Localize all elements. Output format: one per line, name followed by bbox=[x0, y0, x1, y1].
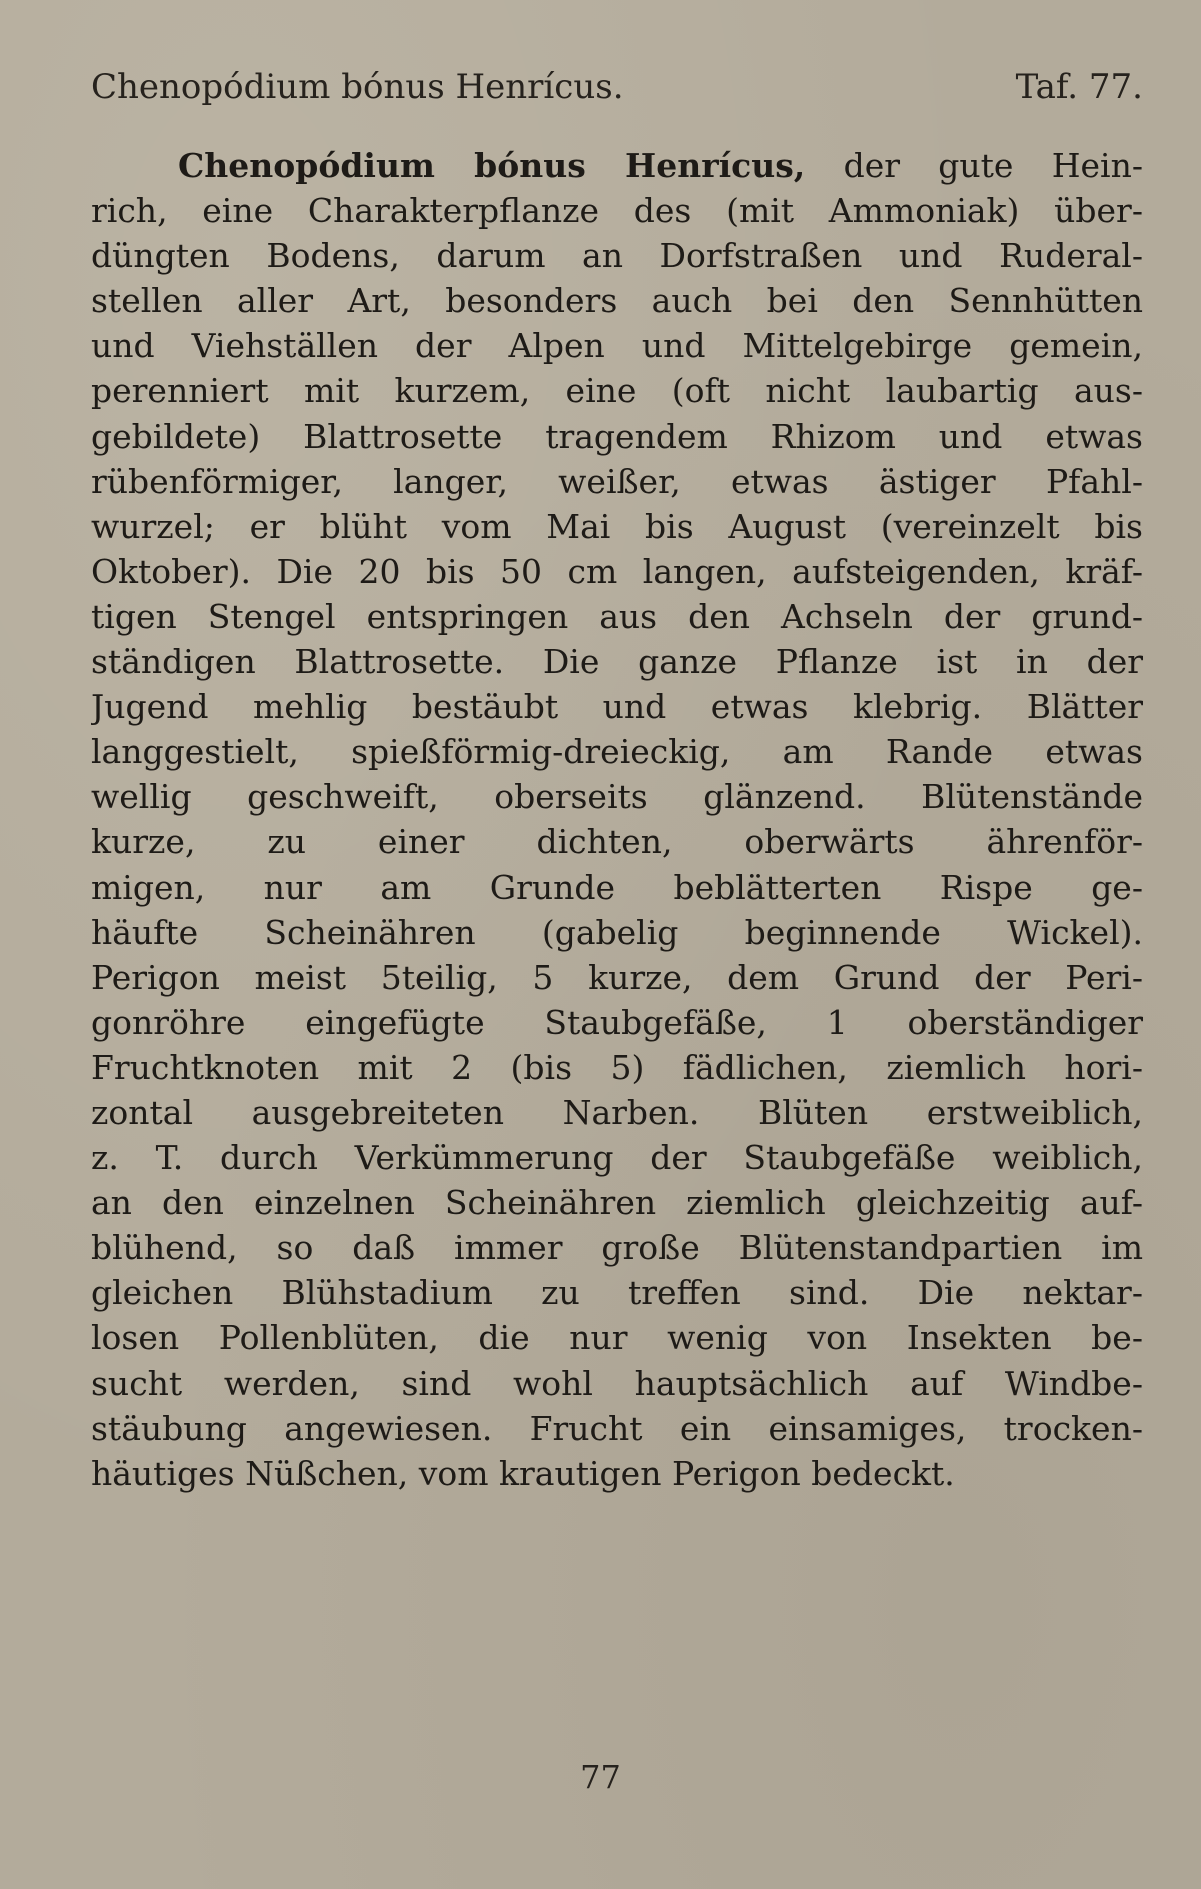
text-line-19: Perigon meist 5teilig, 5 kurze, dem Grund der Peri- bbox=[91, 957, 1143, 997]
text-line-5: und Viehställen der Alpen und Mittelgebirge gemein, bbox=[91, 326, 1143, 366]
species-name: Chenopódium bónus Henrícus, bbox=[178, 146, 806, 185]
text-line-18: häufte Scheinähren (gabelig beginnende Wickel). bbox=[91, 912, 1143, 952]
text-line-28: sucht werden, sind wohl hauptsächlich auf Windbe- bbox=[91, 1363, 1143, 1403]
text-line-9: wurzel; er blüht vom Mai bis August (vereinzelt bis bbox=[91, 506, 1143, 546]
text-line-8: rübenförmiger, langer, weißer, etwas ästiger Pfahl- bbox=[91, 461, 1143, 501]
text-line-26: gleichen Blühstadium zu treffen sind. Die nektar- bbox=[91, 1273, 1143, 1313]
text-line-22: zontal ausgebreiteten Narben. Blüten erstweiblich, bbox=[91, 1092, 1143, 1132]
text-line-13: Jugend mehlig bestäubt und etwas klebrig. Blätter bbox=[91, 687, 1143, 727]
text-line-23: z. T. durch Verkümmerung der Staubgefäße weiblich, bbox=[91, 1138, 1143, 1178]
header-title: Chenopódium bónus Henrícus. bbox=[91, 67, 624, 107]
plate-number: Taf. 77. bbox=[1015, 67, 1143, 107]
text-line-6: perenniert mit kurzem, eine (oft nicht laubartig aus- bbox=[91, 371, 1143, 411]
text-line-24: an den einzelnen Scheinähren ziemlich gleichzeitig auf- bbox=[91, 1183, 1143, 1223]
running-header bbox=[91, 62, 1143, 112]
text-line-4: stellen aller Art, besonders auch bei den Sennhütten bbox=[91, 281, 1143, 321]
text-line-15: wellig geschweift, oberseits glänzend. Blütenstände bbox=[91, 777, 1143, 817]
text-line-25: blühend, so daß immer große Blütenstandpartien im bbox=[91, 1228, 1143, 1268]
text-line-7: gebildete) Blattrosette tragendem Rhizom und etwas bbox=[91, 416, 1143, 456]
text-line-17: migen, nur am Grunde beblätterten Rispe ge- bbox=[91, 867, 1143, 907]
text-line-27: losen Pollenblüten, die nur wenig von Insekten be- bbox=[91, 1318, 1143, 1358]
text-line-2: rich, eine Charakterpflanze des (mit Ammoniak) über- bbox=[91, 191, 1143, 231]
text-line-10: Oktober). Die 20 bis 50 cm langen, aufsteigenden, kräf- bbox=[91, 551, 1143, 591]
page-number: 77 bbox=[580, 1758, 621, 1796]
text-line-21: Fruchtknoten mit 2 (bis 5) fädlichen, ziemlich hori- bbox=[91, 1047, 1143, 1087]
text-line-1 bbox=[91, 143, 1143, 188]
text-line-30: häutiges Nüßchen, vom krautigen Perigon bedeckt. bbox=[91, 1453, 955, 1493]
text-line-3: düngten Bodens, darum an Dorfstraßen und Ruderal- bbox=[91, 236, 1143, 276]
text-line-14: langgestielt, spießförmig-dreieckig, am Rande etwas bbox=[91, 732, 1143, 772]
text-line-12: ständigen Blattrosette. Die ganze Pflanze ist in der bbox=[91, 642, 1143, 682]
text-line-11: tigen Stengel entspringen aus den Achseln der grund- bbox=[91, 596, 1143, 636]
text-line-16: kurze, zu einer dichten, oberwärts ährenför- bbox=[91, 822, 1143, 862]
species-description bbox=[91, 143, 1143, 1496]
text-line-1-rest: der gute Hein- bbox=[805, 146, 1143, 185]
text-line-29: stäubung angewiesen. Frucht ein einsamiges, trocken- bbox=[91, 1408, 1143, 1448]
text-line-20: gonröhre eingefügte Staubgefäße, 1 oberständiger bbox=[91, 1002, 1143, 1042]
